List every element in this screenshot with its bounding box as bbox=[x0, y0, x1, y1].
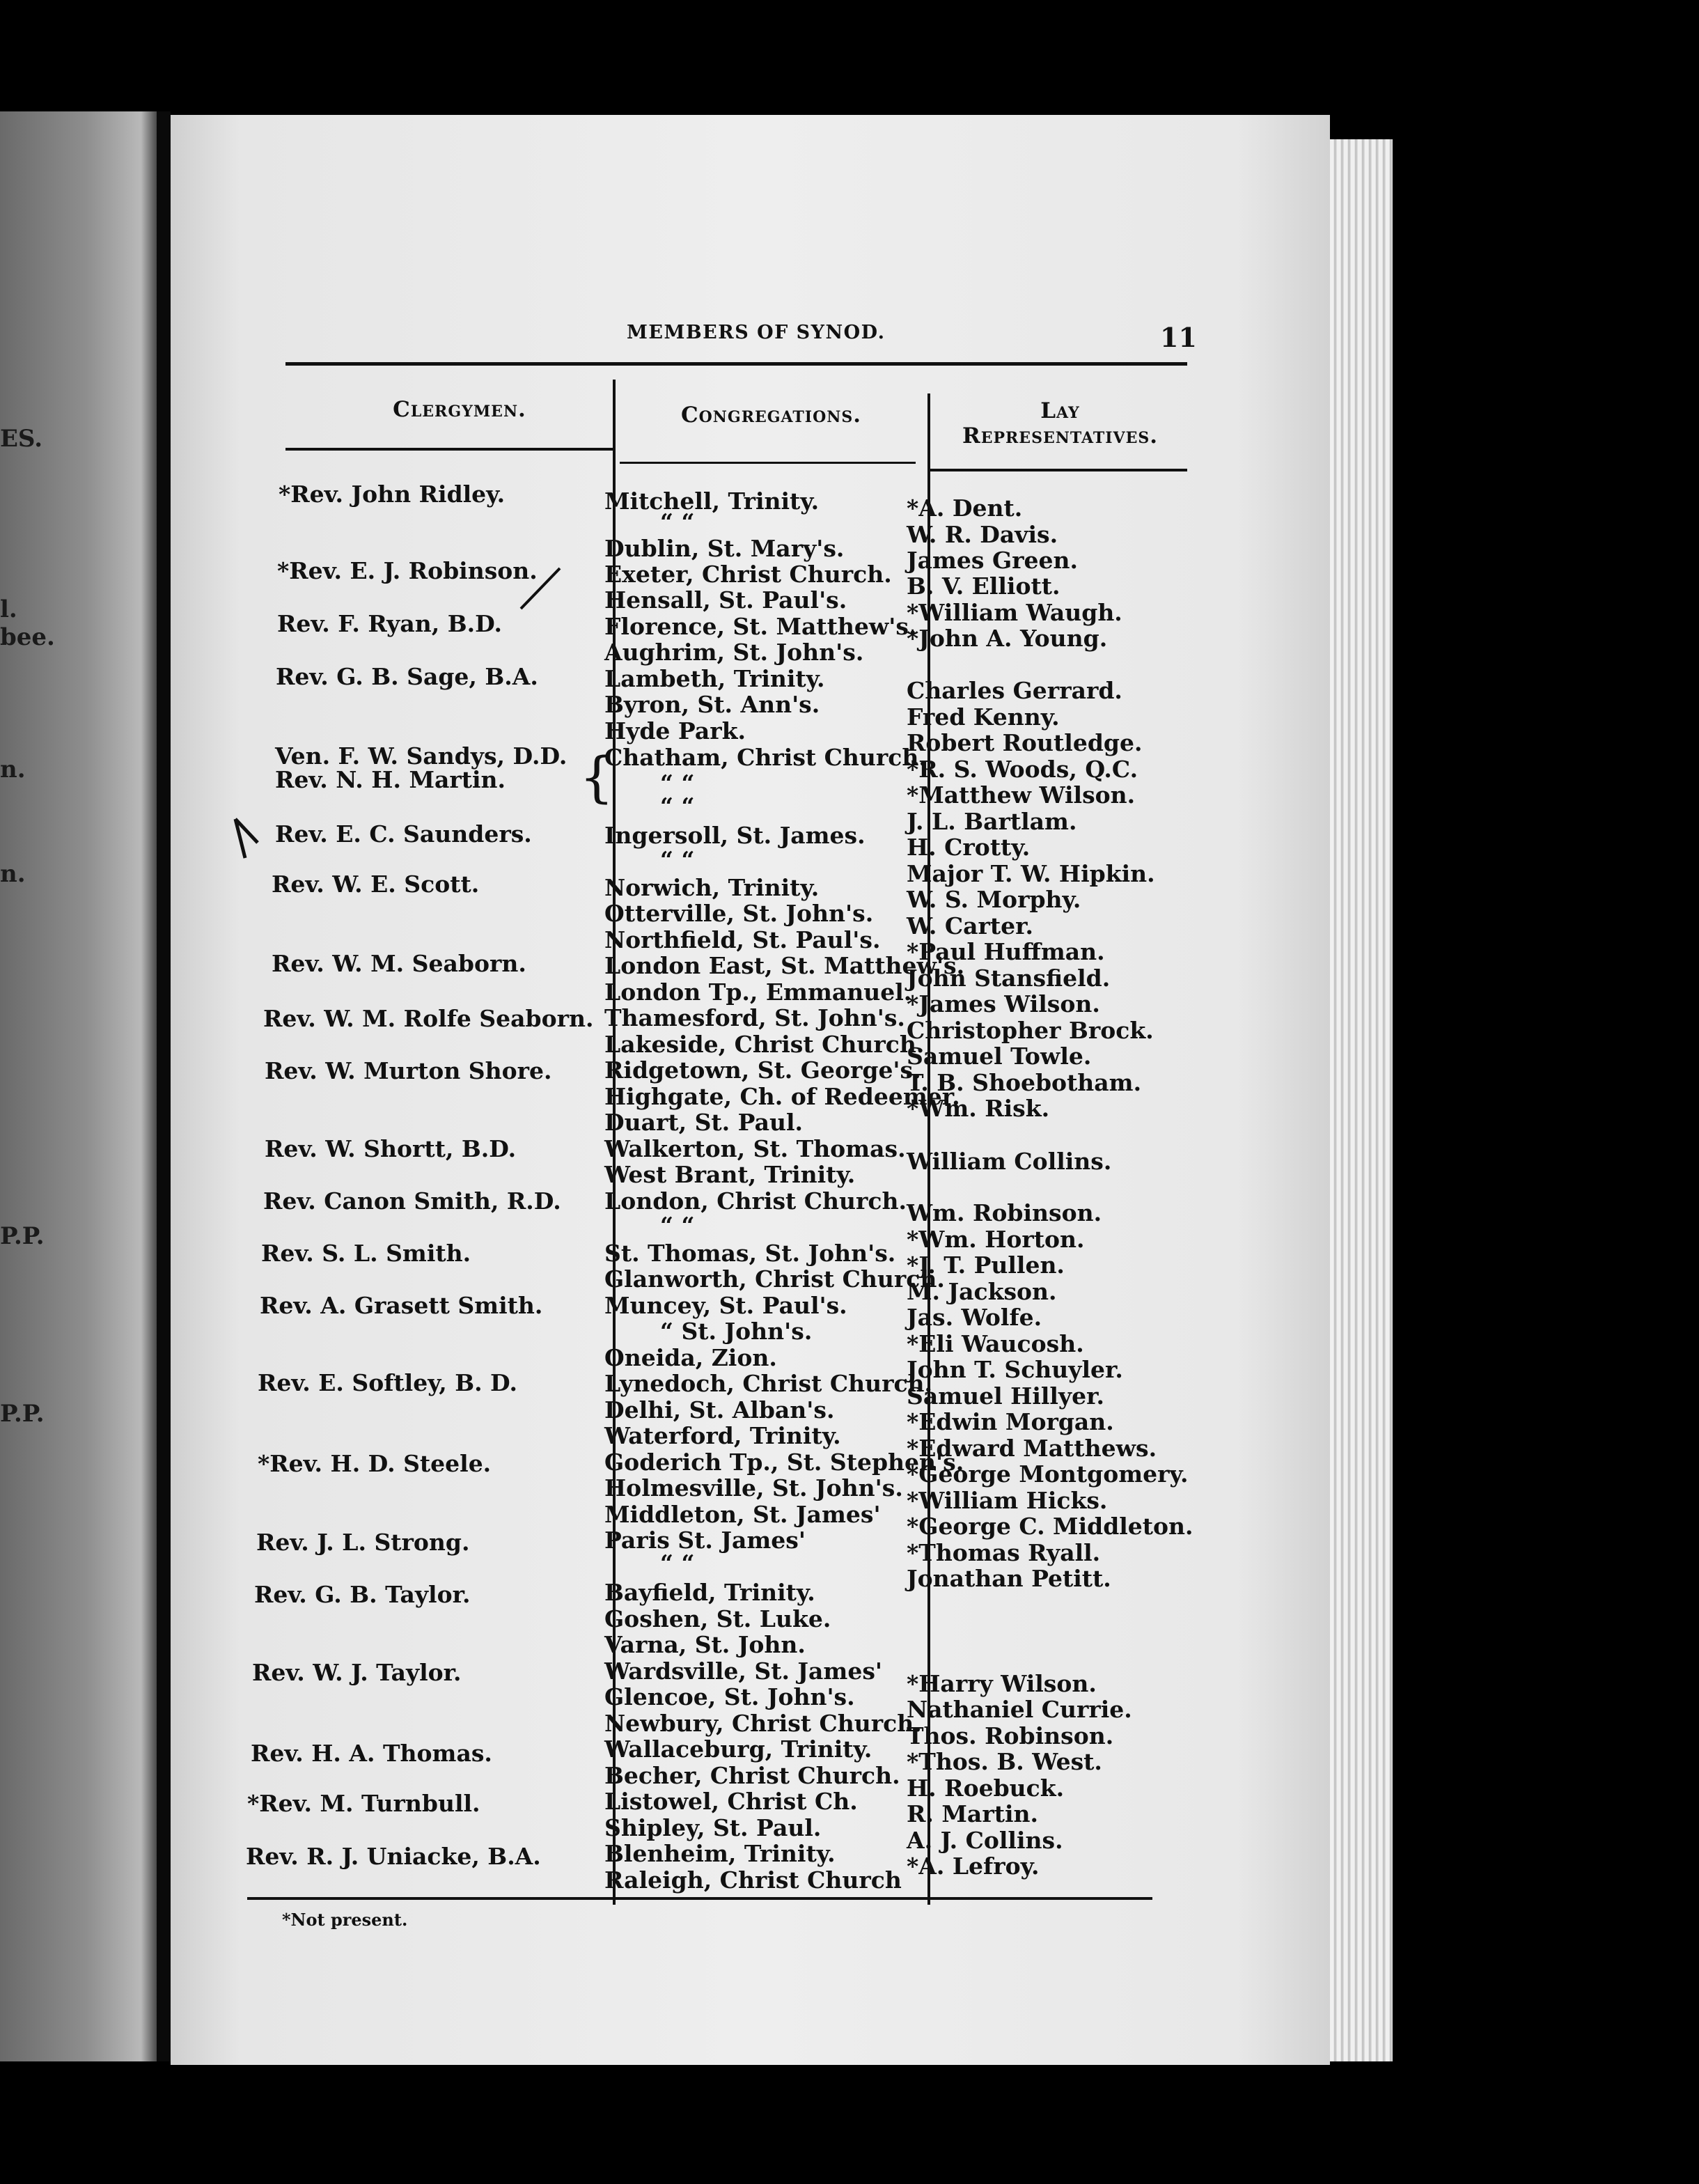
lay-entry: *J. T. Pullen. bbox=[907, 1251, 1065, 1279]
column-head-rule bbox=[285, 448, 613, 451]
clergy-entry: Rev. W. Murton Shore. bbox=[265, 1057, 552, 1084]
lay-entry: John T. Schuyler. bbox=[907, 1356, 1123, 1383]
congregation-entry: Florence, St. Matthew's. bbox=[604, 613, 917, 640]
lay-entry: *Thos. B. West. bbox=[907, 1748, 1102, 1775]
column-heading-clergymen: Clergymen. bbox=[393, 397, 526, 422]
facing-page-fragment: P.P. bbox=[0, 1400, 45, 1428]
pencil-mark bbox=[515, 564, 564, 613]
lay-entry: Samuel Towle. bbox=[907, 1043, 1092, 1070]
congregation-entry: Ingersoll, St. James. bbox=[604, 822, 866, 849]
clergy-entry: *Rev. M. Turnbull. bbox=[247, 1790, 480, 1817]
facing-page-fragment: ES. bbox=[0, 425, 43, 453]
clergy-entry: Rev. E. Softley, B. D. bbox=[258, 1369, 517, 1396]
congregation-ditto: “ St. John's. bbox=[660, 1318, 813, 1345]
congregation-ditto: “ “ bbox=[660, 508, 695, 536]
clergy-entry: Rev. Canon Smith, R.D. bbox=[263, 1187, 561, 1215]
lay-entry: *Wm. Risk. bbox=[907, 1095, 1050, 1122]
congregation-entry: Holmesville, St. John's. bbox=[604, 1474, 903, 1502]
clergy-entry: Rev. W. Shortt, B.D. bbox=[265, 1135, 517, 1162]
congregation-entry: Waterford, Trinity. bbox=[604, 1422, 841, 1449]
congregation-entry: Ridgetown, St. George's. bbox=[604, 1056, 921, 1084]
lay-entry: W. R. Davis. bbox=[907, 521, 1058, 548]
congregation-entry: Duart, St. Paul. bbox=[604, 1109, 803, 1136]
congregation-entry: Lakeside, Christ Church. bbox=[604, 1031, 925, 1058]
congregation-entry: London, Christ Church. bbox=[604, 1187, 907, 1215]
congregation-entry: Oneida, Zion. bbox=[604, 1344, 777, 1371]
header-rule bbox=[285, 362, 1187, 366]
congregation-entry: Lynedoch, Christ Church. bbox=[604, 1370, 933, 1397]
congregation-entry: London East, St. Matthew's. bbox=[604, 952, 965, 979]
clergy-entry: Rev. J. L. Strong. bbox=[256, 1529, 470, 1556]
page-number: 11 bbox=[1160, 322, 1197, 353]
lay-entry: *George Montgomery. bbox=[907, 1460, 1189, 1488]
lay-entry: H. Crotty. bbox=[907, 834, 1031, 861]
lay-entry: *Edward Matthews. bbox=[907, 1435, 1157, 1462]
lay-entry: M. Jackson. bbox=[907, 1278, 1057, 1305]
congregation-entry: Middleton, St. James' bbox=[604, 1501, 881, 1528]
congregation-entry: Shipley, St. Paul. bbox=[604, 1814, 822, 1841]
lay-entry: *Matthew Wilson. bbox=[907, 781, 1136, 809]
lay-entry: *Harry Wilson. bbox=[907, 1670, 1097, 1697]
congregation-entry: West Brant, Trinity. bbox=[604, 1161, 856, 1188]
congregation-entry: Goshen, St. Luke. bbox=[604, 1605, 831, 1632]
clergy-entry: Rev. F. Ryan, B.D. bbox=[277, 610, 503, 637]
lay-entry: Major T. W. Hipkin. bbox=[907, 860, 1155, 887]
lay-entry: B. V. Elliott. bbox=[907, 572, 1060, 600]
congregation-entry: Paris St. James' bbox=[604, 1527, 806, 1554]
clergy-entry: Rev. W. E. Scott. bbox=[272, 871, 480, 898]
lay-entry: T. B. Shoebotham. bbox=[907, 1069, 1142, 1096]
bottom-rule bbox=[247, 1897, 1152, 1900]
lay-entry: Wm. Robinson. bbox=[907, 1199, 1102, 1226]
lay-entry: J. L. Bartlam. bbox=[907, 808, 1077, 835]
column-heading-lay bbox=[937, 398, 1184, 448]
congregation-entry: Listowel, Christ Ch. bbox=[604, 1788, 858, 1815]
lay-entry: Robert Routledge. bbox=[907, 729, 1143, 756]
clergy-entry: Rev. W. M. Seaborn. bbox=[272, 950, 526, 977]
clergy-entry: Rev. E. C. Saunders. bbox=[275, 820, 532, 848]
clergy-entry: Rev. R. J. Uniacke, B.A. bbox=[246, 1843, 541, 1870]
congregation-entry: Chatham, Christ Church. bbox=[604, 744, 927, 771]
column-heading-lay-line2: Representatives. bbox=[962, 423, 1159, 448]
congregation-entry: Delhi, St. Alban's. bbox=[604, 1396, 835, 1424]
congregation-entry: Norwich, Trinity. bbox=[604, 874, 820, 901]
lay-entry: Jas. Wolfe. bbox=[907, 1304, 1042, 1331]
congregation-ditto: “ “ bbox=[660, 793, 695, 820]
lay-entry: *R. S. Woods, Q.C. bbox=[907, 756, 1138, 783]
lay-entry: Christopher Brock. bbox=[907, 1017, 1154, 1044]
column-head-rule bbox=[930, 469, 1187, 471]
congregation-entry: Wardsville, St. James' bbox=[604, 1658, 883, 1685]
clergy-entry: Rev. H. A. Thomas. bbox=[251, 1740, 492, 1767]
congregation-entry: Muncey, St. Paul's. bbox=[604, 1292, 847, 1319]
lay-entry: Samuel Hillyer. bbox=[907, 1382, 1104, 1410]
lay-entry: Fred Kenny. bbox=[907, 703, 1060, 731]
clergy-entry: Rev. G. B. Taylor. bbox=[254, 1581, 471, 1608]
congregation-entry: Northfield, St. Paul's. bbox=[604, 926, 881, 953]
clergy-entry: Rev. W. M. Rolfe Seaborn. bbox=[263, 1005, 594, 1032]
lay-entry: *James Wilson. bbox=[907, 990, 1100, 1017]
congregation-entry: Mitchell, Trinity. bbox=[604, 488, 820, 515]
lay-entry: *A. Lefroy. bbox=[907, 1852, 1040, 1880]
congregation-entry: Hyde Park. bbox=[604, 717, 746, 744]
congregation-entry: London Tp., Emmanuel. bbox=[604, 978, 912, 1006]
clergy-entry: Ven. F. W. Sandys, D.D. bbox=[275, 742, 567, 770]
lay-entry: James Green. bbox=[907, 547, 1079, 574]
congregation-entry: Lambeth, Trinity. bbox=[604, 665, 825, 692]
column-heading-lay-line1: Lay bbox=[1040, 398, 1080, 423]
clergy-entry: Rev. S. L. Smith. bbox=[261, 1240, 471, 1267]
lay-entry: W. Carter. bbox=[907, 912, 1034, 939]
congregation-entry: Glencoe, St. John's. bbox=[604, 1683, 855, 1710]
congregation-entry: Glanworth, Christ Church. bbox=[604, 1265, 945, 1293]
facing-page-fragment: n. bbox=[0, 860, 26, 888]
facing-page-fragment: n. bbox=[0, 756, 26, 783]
column-head-rule bbox=[620, 462, 916, 464]
congregation-ditto: “ “ bbox=[660, 1550, 695, 1577]
facing-page-fragment: bee. bbox=[0, 623, 55, 651]
congregation-entry: Bayfield, Trinity. bbox=[604, 1579, 815, 1606]
lay-entry: John Stansfield. bbox=[907, 965, 1111, 992]
congregation-entry: Walkerton, St. Thomas. bbox=[604, 1135, 906, 1162]
lay-entry: Nathaniel Currie. bbox=[907, 1696, 1132, 1723]
lay-entry: Charles Gerrard. bbox=[907, 677, 1122, 704]
congregation-entry: Newbury, Christ Church. bbox=[604, 1710, 922, 1737]
facing-page-fragment: P.P. bbox=[0, 1222, 45, 1250]
lay-entry: *Thomas Ryall. bbox=[907, 1539, 1101, 1566]
lay-entry: *George C. Middleton. bbox=[907, 1513, 1193, 1540]
lay-entry: *William Hicks. bbox=[907, 1487, 1108, 1514]
clergy-entry: Rev. A. Grasett Smith. bbox=[260, 1292, 543, 1319]
congregation-entry: Wallaceburg, Trinity. bbox=[604, 1736, 872, 1763]
congregation-entry: Becher, Christ Church. bbox=[604, 1762, 900, 1789]
book-gutter bbox=[157, 111, 171, 2061]
congregation-entry: Byron, St. Ann's. bbox=[604, 691, 820, 718]
facing-page bbox=[0, 111, 157, 2061]
congregation-entry: Hensall, St. Paul's. bbox=[604, 586, 847, 614]
lay-entry: *Paul Huffman. bbox=[907, 938, 1105, 965]
congregation-entry: St. Thomas, St. John's. bbox=[604, 1240, 896, 1267]
clergy-entry: *Rev. H. D. Steele. bbox=[258, 1450, 492, 1477]
page-edges bbox=[1330, 139, 1393, 2061]
lay-entry: *William Waugh. bbox=[907, 599, 1122, 626]
congregation-entry: Exeter, Christ Church. bbox=[604, 561, 892, 588]
lay-entry: *A. Dent. bbox=[907, 494, 1023, 522]
lay-entry: R. Martin. bbox=[907, 1800, 1038, 1827]
running-title: MEMBERS OF SYNOD. bbox=[627, 322, 886, 343]
clergy-entry: *Rev. E. J. Robinson. bbox=[277, 557, 538, 584]
lay-entry: Jonathan Petitt. bbox=[907, 1565, 1111, 1592]
congregation-entry: Raleigh, Christ Church bbox=[604, 1866, 902, 1894]
footnote: *Not present. bbox=[282, 1910, 408, 1930]
column-heading-congregations: Congregations. bbox=[680, 403, 862, 428]
lay-entry: H. Roebuck. bbox=[907, 1774, 1065, 1802]
congregation-ditto: “ “ bbox=[660, 846, 695, 873]
congregation-entry: Varna, St. John. bbox=[604, 1631, 806, 1658]
congregation-entry: Aughrim, St. John's. bbox=[604, 639, 864, 666]
congregation-entry: Goderich Tp., St. Stephen's. bbox=[604, 1449, 964, 1476]
lay-entry: *Edwin Morgan. bbox=[907, 1408, 1114, 1435]
pencil-mark bbox=[230, 815, 265, 864]
lay-entry: *John A. Young. bbox=[907, 625, 1108, 652]
lay-entry: A. J. Collins. bbox=[907, 1827, 1063, 1854]
clergy-entry: Rev. W. J. Taylor. bbox=[252, 1659, 462, 1686]
clergy-entry: Rev. N. H. Martin. bbox=[275, 766, 506, 793]
congregation-ditto: “ “ bbox=[660, 1212, 695, 1239]
congregation-entry: Blenheim, Trinity. bbox=[604, 1840, 836, 1867]
clergy-entry: Rev. G. B. Sage, B.A. bbox=[276, 663, 538, 690]
facing-page-fragment: l. bbox=[0, 595, 17, 623]
congregation-entry: Otterville, St. John's. bbox=[604, 900, 874, 927]
lay-entry: William Collins. bbox=[907, 1148, 1112, 1175]
congregation-entry: Thamesford, St. John's. bbox=[604, 1004, 905, 1031]
lay-entry: *Wm. Horton. bbox=[907, 1226, 1085, 1253]
brace-bracket: { bbox=[579, 747, 614, 809]
lay-entry: Thos. Robinson. bbox=[907, 1722, 1114, 1749]
congregation-entry: Highgate, Ch. of Redeemer. bbox=[604, 1083, 960, 1110]
congregation-entry: Dublin, St. Mary's. bbox=[604, 535, 845, 562]
lay-entry: *Eli Waucosh. bbox=[907, 1330, 1084, 1357]
lay-entry: W. S. Morphy. bbox=[907, 886, 1081, 913]
congregation-ditto: “ “ bbox=[660, 770, 695, 797]
clergy-entry: *Rev. John Ridley. bbox=[279, 481, 506, 508]
